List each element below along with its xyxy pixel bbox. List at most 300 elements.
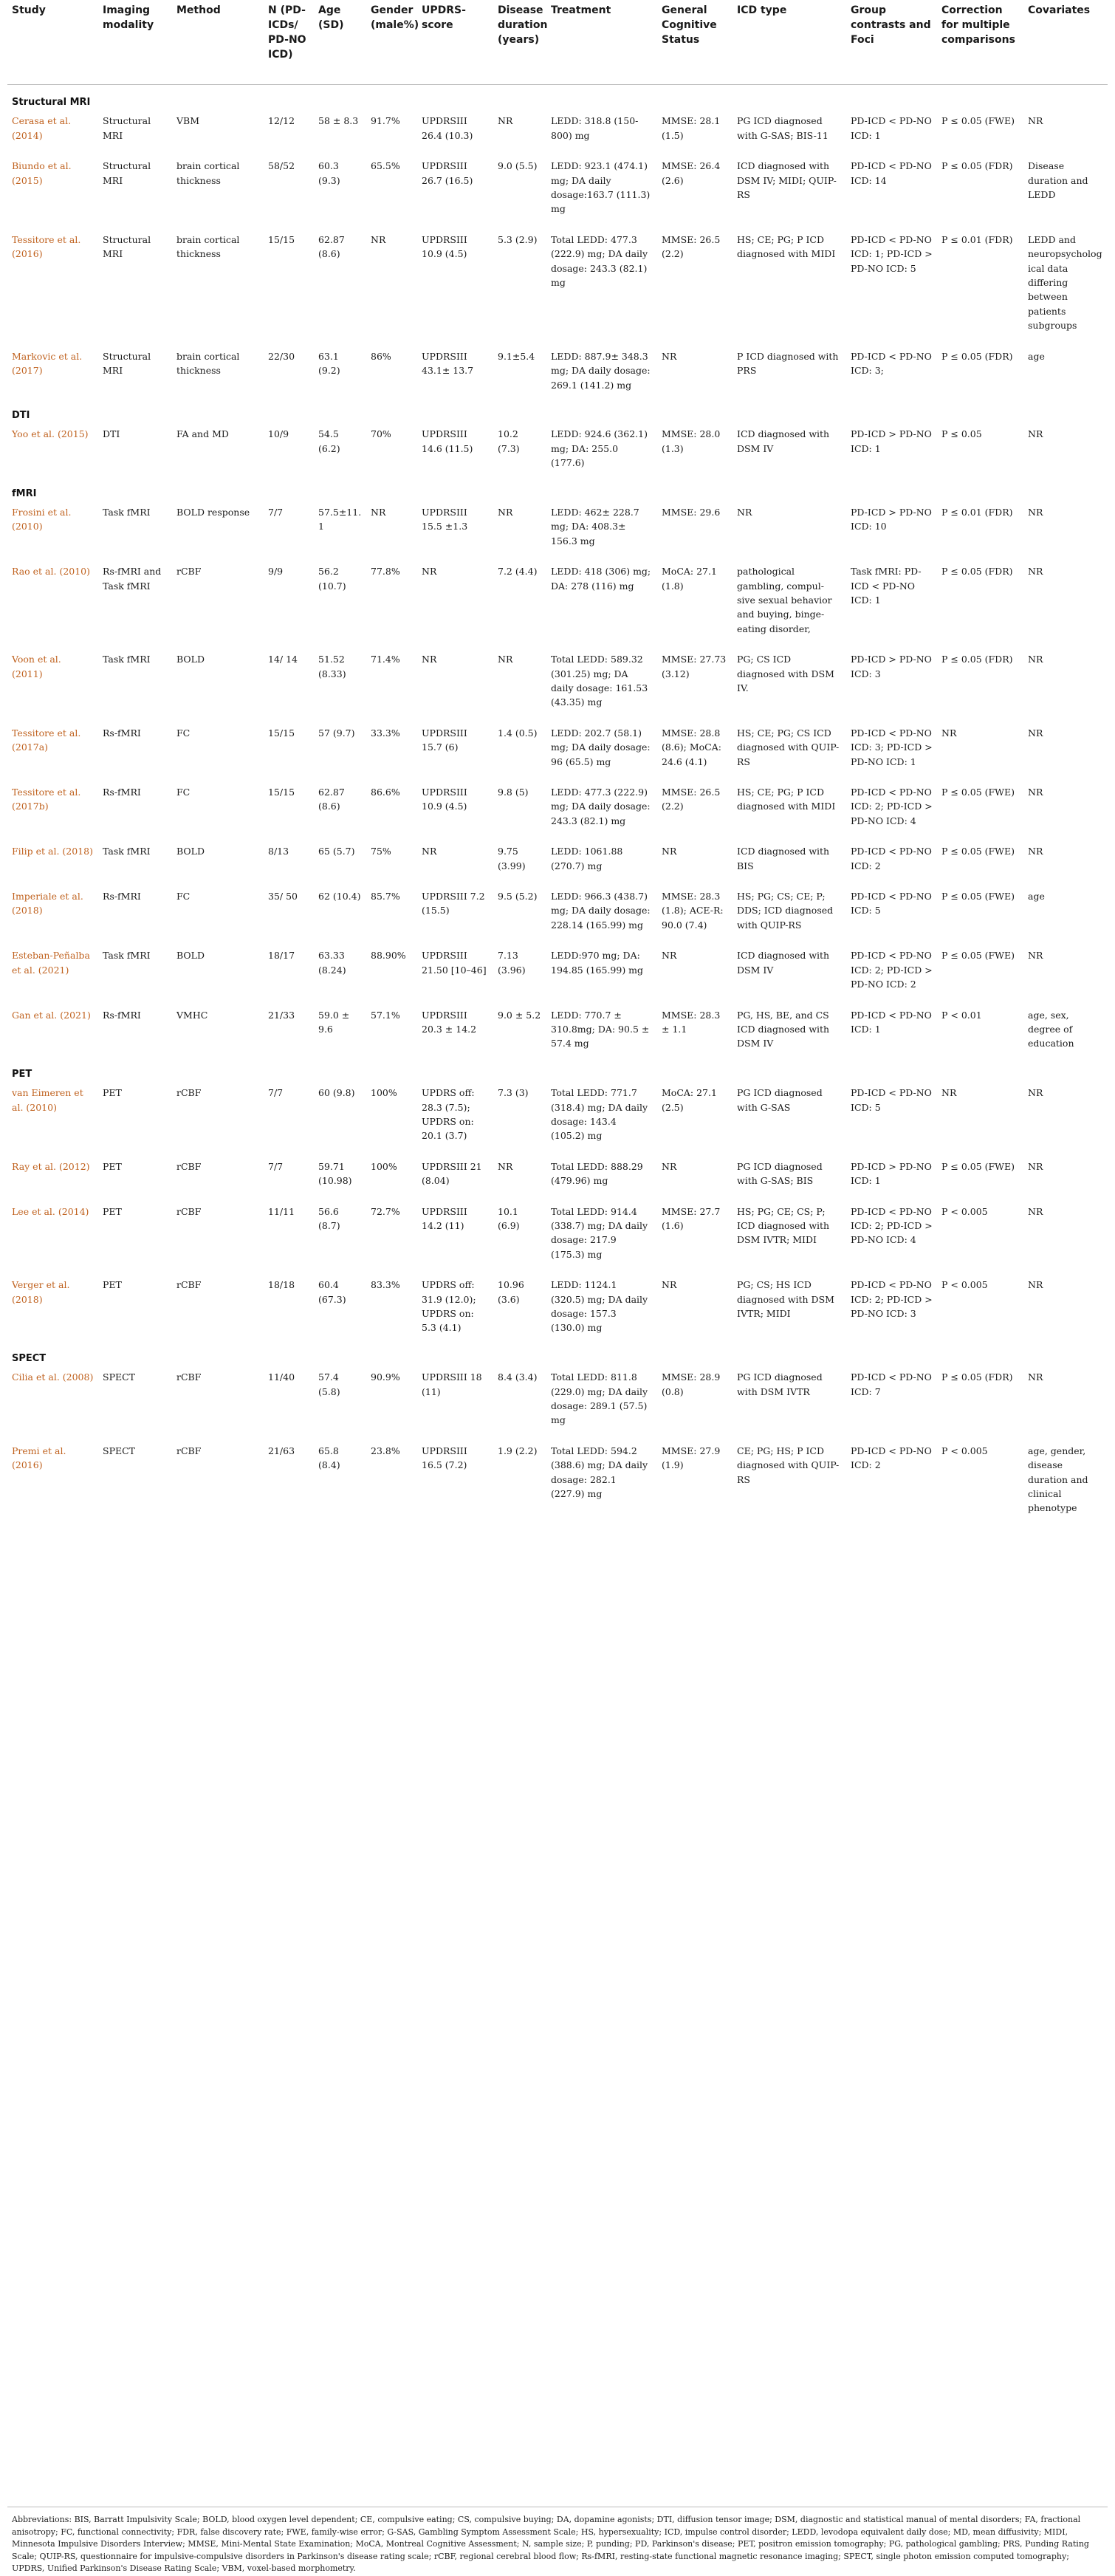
- table-cell: PD-ICD < PD-NO ICD: 2; PD-ICD > PD-NO ICD: 2: [851, 950, 933, 990]
- table-cell: NR: [941, 1087, 957, 1099]
- study-citation-link[interactable]: Voon et al. (2011): [12, 654, 61, 679]
- table-row: [7, 723, 1108, 782]
- section-title: PET: [12, 1068, 32, 1080]
- table-cell: NR: [737, 506, 752, 518]
- table-cell: NR: [1028, 1205, 1043, 1217]
- column-header: Method: [172, 3, 264, 85]
- column-header: Age (SD): [314, 3, 366, 85]
- table-cell: PG, HS, BE, and CS ICD diagnosed with DSM IV: [737, 1009, 830, 1049]
- table-cell: BOLD response: [176, 506, 250, 518]
- table-header-row: [7, 3, 1108, 85]
- table-cell: PET: [103, 1160, 122, 1172]
- table-cell: 57.4 (5.8): [318, 1371, 340, 1397]
- table-cell: NR: [662, 950, 677, 962]
- table-cell: 15/15: [268, 727, 295, 739]
- table-cell: UPDRSIII 26.7 (16.5): [422, 160, 473, 186]
- table-cell: P < 0.01: [941, 1009, 982, 1021]
- table-cell: LEDD: 477.3 (222.9) mg; DA daily dosage: 243.3 (82.1) mg: [551, 787, 651, 826]
- column-header: N (PD-ICDs/ PD-NO ICD): [264, 3, 314, 85]
- table-cell: NR: [1028, 506, 1043, 518]
- table-cell: UPDRSIII 21 (8.04): [422, 1160, 482, 1187]
- table-cell: P ≤ 0.05 (FDR): [941, 566, 1013, 578]
- table-cell: P < 0.005: [941, 1205, 988, 1217]
- table-cell: 57 (9.7): [318, 727, 355, 739]
- study-citation-link[interactable]: Esteban-Peñalba et al. (2021): [12, 950, 90, 976]
- table-cell: 57.5±11.1: [318, 506, 362, 532]
- table-cell: PG; CS; HS ICD diagnosed with DSM IVTR; MIDI: [737, 1279, 834, 1319]
- table-row: [7, 782, 1108, 841]
- table-cell: PD-ICD < PD-NO ICD: 3;: [851, 350, 932, 377]
- table-cell: Structural MRI: [103, 115, 151, 141]
- table-cell: Task fMRI: [103, 654, 151, 665]
- table-cell: P ≤ 0.05 (FWE): [941, 787, 1015, 798]
- column-header: General Cognitive Status: [657, 3, 733, 85]
- table-cell: Total LEDD: 771.7 (318.4) mg; DA daily dosage: 143.4 (105.2) mg: [551, 1087, 648, 1142]
- study-citation-link[interactable]: Tessitore et al. (2017a): [12, 727, 81, 753]
- table-cell: P ICD diagnosed with PRS: [737, 350, 839, 377]
- table-cell: ICD diagnosed with BIS: [737, 846, 830, 871]
- table-cell: UPDRS off: 31.9 (12.0); UPDRS on: 5.3 (4.1): [422, 1279, 476, 1334]
- table-cell: Total LEDD: 914.4 (338.7) mg; DA daily dosage: 217.9 (175.3) mg: [551, 1205, 648, 1260]
- table-row: [7, 1275, 1108, 1349]
- table-cell: LEDD and neuropsychological data differing between patients subgroups: [1028, 233, 1102, 332]
- table-cell: 86%: [371, 350, 391, 362]
- table-cell: MMSE: 29.6: [662, 506, 721, 518]
- table-cell: PD-ICD < PD-NO ICD: 1: [851, 115, 932, 141]
- table-cell: 56.6 (8.7): [318, 1205, 340, 1231]
- table-cell: MMSE: 28.9 (0.8): [662, 1371, 721, 1397]
- table-cell: NR: [1028, 1279, 1043, 1291]
- table-cell: NR: [371, 233, 386, 245]
- table-cell: 11/11: [268, 1205, 295, 1217]
- table-cell: brain cortical thickness: [176, 160, 240, 186]
- table-cell: Structural MRI: [103, 160, 151, 186]
- study-citation-link[interactable]: Cilia et al. (2008): [12, 1371, 94, 1383]
- table-cell: PD-ICD < PD-NO ICD: 2; PD-ICD > PD-NO ICD: 3: [851, 1279, 933, 1319]
- table-cell: P < 0.005: [941, 1279, 988, 1291]
- table-cell: PG; CS ICD diagnosed with DSM IV.: [737, 654, 834, 693]
- column-header: Disease duration (years): [493, 3, 546, 85]
- table-cell: FA and MD: [176, 428, 229, 440]
- table-cell: 7.3 (3): [498, 1087, 529, 1099]
- table-cell: 65.8 (8.4): [318, 1445, 340, 1471]
- table-cell: UPDRSIII 10.9 (4.5): [422, 233, 467, 260]
- table-cell: Rs-fMRI: [103, 787, 141, 798]
- table-cell: PG ICD diagnosed with DSM IVTR: [737, 1371, 823, 1397]
- table-cell: Structural MRI: [103, 350, 151, 377]
- table-cell: P ≤ 0.05 (FWE): [941, 950, 1015, 962]
- table-row: [7, 841, 1108, 886]
- table-row: [7, 1005, 1108, 1064]
- table-cell: LEDD: 887.9± 348.3 mg; DA daily dosage: 269.1 (141.2) mg: [551, 350, 651, 391]
- table-cell: 56.2 (10.7): [318, 566, 346, 592]
- table-cell: Disease duration and LEDD: [1028, 160, 1088, 201]
- table-cell: 65.5%: [371, 160, 400, 172]
- column-header: Covariates: [1023, 3, 1108, 85]
- section-header-row: [7, 1064, 1108, 1083]
- table-cell: LEDD: 462± 228.7 mg; DA: 408.3± 156.3 mg: [551, 506, 639, 547]
- table-row: [7, 502, 1108, 561]
- table-cell: 15/15: [268, 233, 295, 245]
- table-cell: 9.1±5.4: [498, 350, 535, 362]
- table-cell: rCBF: [176, 1279, 202, 1291]
- table-cell: 18/18: [268, 1279, 295, 1291]
- table-cell: MMSE: 26.5 (2.2): [662, 787, 721, 812]
- table-cell: 7/7: [268, 506, 284, 518]
- table-cell: 12/12: [268, 115, 295, 127]
- table-cell: LEDD: 418 (306) mg; DA: 278 (116) mg: [551, 566, 651, 592]
- table-cell: P ≤ 0.05 (FDR): [941, 1371, 1013, 1383]
- study-citation-link[interactable]: van Eimeren et al. (2010): [12, 1087, 83, 1113]
- table-cell: rCBF: [176, 1445, 202, 1456]
- table-cell: 9.75 (3.99): [498, 846, 526, 871]
- table-cell: PD-ICD < PD-NO ICD: 2; PD-ICD > PD-NO ICD: 4: [851, 787, 933, 826]
- table-cell: MMSE: 27.7 (1.6): [662, 1205, 721, 1231]
- table-cell: P ≤ 0.01 (FDR): [941, 233, 1013, 245]
- table-cell: age: [1028, 350, 1045, 362]
- table-cell: HS; PG; CE; CS; P; ICD diagnosed with DSM IVTR; MIDI: [737, 1205, 830, 1246]
- table-cell: NR: [662, 350, 677, 362]
- table-cell: 5.3 (2.9): [498, 233, 538, 245]
- table-cell: MMSE: 28.8 (8.6); MoCA: 24.6 (4.1): [662, 727, 721, 767]
- table-cell: brain cortical thickness: [176, 233, 240, 260]
- column-header: Group contrasts and Foci: [846, 3, 937, 85]
- table-row: [7, 424, 1108, 483]
- table-body: [7, 85, 1108, 1529]
- table-cell: Total LEDD: 811.8 (229.0) mg; DA daily dosage: 289.1 (57.5) mg: [551, 1371, 648, 1426]
- table-cell: FC: [176, 727, 191, 739]
- table-cell: 60.3 (9.3): [318, 160, 340, 186]
- studies-table: [7, 3, 1108, 1529]
- table-cell: P ≤ 0.05 (FDR): [941, 160, 1013, 172]
- table-cell: PD-ICD > PD-NO ICD: 10: [851, 506, 932, 532]
- table-cell: NR: [422, 846, 437, 857]
- study-citation-link[interactable]: Rao et al. (2010): [12, 566, 91, 578]
- table-row: [7, 1367, 1108, 1441]
- table-row: [7, 156, 1108, 230]
- table-cell: UPDRSIII 43.1± 13.7: [422, 350, 474, 377]
- table-cell: UPDRSIII 16.5 (7.2): [422, 1445, 467, 1471]
- table-cell: 10.96 (3.6): [498, 1279, 524, 1305]
- table-cell: UPDRSIII 21.50 [10–46]: [422, 950, 487, 976]
- table-cell: HS; CE; PG; P ICD diagnosed with MIDI: [737, 233, 836, 260]
- study-citation-link[interactable]: Ray et al. (2012): [12, 1160, 90, 1172]
- table-cell: NR: [1028, 727, 1043, 739]
- study-citation-link[interactable]: Tessitore et al. (2017b): [12, 787, 81, 812]
- table-cell: PD-ICD < PD-NO ICD: 1; PD-ICD > PD-NO ICD: 5: [851, 233, 933, 274]
- table-cell: NR: [498, 506, 513, 518]
- table-cell: 9.0 (5.5): [498, 160, 538, 172]
- study-citation-link[interactable]: Gan et al. (2021): [12, 1009, 91, 1021]
- table-cell: age: [1028, 891, 1045, 902]
- study-citation-link[interactable]: Premi et al. (2016): [12, 1445, 66, 1471]
- table-cell: 59.0 ± 9.6: [318, 1009, 350, 1035]
- table-cell: NR: [498, 654, 513, 665]
- table-cell: UPDRSIII 15.5 ±1.3: [422, 506, 468, 532]
- table-cell: MMSE: 27.73 (3.12): [662, 654, 727, 679]
- table-cell: rCBF: [176, 1371, 202, 1383]
- table-cell: 83.3%: [371, 1279, 400, 1291]
- table-cell: NR: [1028, 846, 1043, 857]
- table-cell: 59.71 (10.98): [318, 1160, 352, 1187]
- table-cell: 77.8%: [371, 566, 400, 578]
- table-cell: NR: [1028, 115, 1043, 127]
- section-title: fMRI: [12, 487, 37, 499]
- table-cell: NR: [1028, 654, 1043, 665]
- table-cell: HS; CE; PG; P ICD diagnosed with MIDI: [737, 787, 836, 812]
- table-cell: Total LEDD: 589.32 (301.25) mg; DA daily dosage: 161.53 (43.35) mg: [551, 654, 648, 708]
- table-cell: P ≤ 0.01 (FDR): [941, 506, 1013, 518]
- table-cell: 75%: [371, 846, 391, 857]
- table-cell: P ≤ 0.05: [941, 428, 982, 440]
- table-cell: 7/7: [268, 1160, 284, 1172]
- section-title: Structural MRI: [12, 97, 91, 108]
- table-cell: 62.87 (8.6): [318, 233, 345, 260]
- table-cell: NR: [1028, 428, 1043, 440]
- table-cell: NR: [371, 506, 386, 518]
- table-cell: PD-ICD < PD-NO ICD: 2: [851, 846, 932, 871]
- table-cell: PET: [103, 1279, 122, 1291]
- table-cell: UPDRSIII 18 (11): [422, 1371, 482, 1397]
- table-cell: 10.1 (6.9): [498, 1205, 520, 1231]
- table-cell: NR: [941, 727, 957, 739]
- table-cell: LEDD: 923.1 (474.1) mg; DA daily dosage:163.7 (111.3) mg: [551, 160, 651, 215]
- table-cell: 21/33: [268, 1009, 295, 1021]
- table-row: [7, 346, 1108, 405]
- table-cell: 8.4 (3.4): [498, 1371, 538, 1383]
- table-cell: NR: [1028, 1160, 1043, 1172]
- table-cell: 86.6%: [371, 787, 400, 798]
- table-cell: P ≤ 0.05 (FWE): [941, 846, 1015, 857]
- table-cell: Rs-fMRI: [103, 1009, 141, 1021]
- table-cell: DTI: [103, 428, 120, 440]
- column-header: Study: [7, 3, 98, 85]
- column-header: Gender (male%): [366, 3, 417, 85]
- table-cell: 9.8 (5): [498, 787, 529, 798]
- table-cell: 100%: [371, 1160, 397, 1172]
- section-header-row: [7, 484, 1108, 502]
- table-cell: P < 0.005: [941, 1445, 988, 1456]
- table-cell: MoCA: 27.1 (1.8): [662, 566, 717, 592]
- table-cell: PG ICD diagnosed with G-SAS; BIS-11: [737, 115, 828, 141]
- table-cell: UPDRSIII 7.2 (15.5): [422, 891, 485, 917]
- table-cell: CE; PG; HS; P ICD diagnosed with QUIP-RS: [737, 1445, 840, 1485]
- table-cell: UPDRSIII 14.6 (11.5): [422, 428, 473, 454]
- table-cell: Total LEDD: 477.3 (222.9) mg; DA daily dosage: 243.3 (82.1) mg: [551, 233, 648, 289]
- table-cell: NR: [662, 846, 677, 857]
- table-cell: PET: [103, 1205, 122, 1217]
- table-row: [7, 1202, 1108, 1275]
- section-title: DTI: [12, 409, 30, 421]
- abbreviations-footnote: Abbreviations: BIS, Barratt Impulsivity Scale; BOLD, blood oxygen level dependent; CE, compulsive eating; CS, compulsive buying; DA, dopamine agonists; DTI, diffusion tensor image; DSM, diagnostic and statistical manual of mental disorders; FA, fractional anisotropy; FC, functional connectivity; FDR, false discovery rate; FWE, family-wise error; G-SAS, Gambling Symptom Assessment Scale; HS, hypersexuality; ICD, impulse control disorder; LEDD, levodopa equivalent daily dose; MD, mean diffusivity; MIDI, Minnesota Impulsive Disorders Interview; MMSE, Mini-Mental State Examination; MoCA, Montreal Cognitive Assessment; N, sample size; P, punding; PD, Parkinson's disease; PET, positron emission tomography; PG, pathological gambling; PRS, Punding Rating Scale; QUIP-RS, questionnaire for impulsive-compulsive disorders in Parkinson's disease rating scale; rCBF, regional cerebral blood flow; Rs-fMRI, resting-state functional magnetic resonance imaging; SPECT, single photon emission computed tomography; UPDRS, Unified Parkinson's Disease Rating Scale; VBM, voxel-based morphometry.: [7, 2507, 1108, 2575]
- table-cell: PD-ICD < PD-NO ICD: 7: [851, 1371, 932, 1397]
- table-cell: brain cortical thickness: [176, 350, 240, 377]
- table-cell: 35/ 50: [268, 891, 298, 902]
- study-citation-link[interactable]: Biundo et al. (2015): [12, 160, 72, 186]
- table-row: [7, 1441, 1108, 1529]
- table-cell: 10/9: [268, 428, 289, 440]
- table-cell: 70%: [371, 428, 391, 440]
- table-cell: 10.2 (7.3): [498, 428, 520, 454]
- table-cell: PG ICD diagnosed with G-SAS; BIS: [737, 1160, 823, 1187]
- table-cell: 8/13: [268, 846, 289, 857]
- table-cell: NR: [662, 1160, 677, 1172]
- table-cell: 88.90%: [371, 950, 406, 962]
- study-citation-link[interactable]: Frosini et al. (2010): [12, 506, 72, 532]
- column-header: Correction for multiple comparisons: [937, 3, 1023, 85]
- study-citation-link[interactable]: Tessitore et al. (2016): [12, 233, 81, 260]
- table-cell: PD-ICD < PD-NO ICD: 5: [851, 891, 932, 917]
- table-cell: BOLD: [176, 950, 205, 962]
- table-cell: MMSE: 27.9 (1.9): [662, 1445, 721, 1471]
- table-cell: Task fMRI: PD-ICD < PD-NO ICD: 1: [851, 566, 922, 606]
- table-cell: 9.5 (5.2): [498, 891, 538, 902]
- table-cell: NR: [1028, 1087, 1043, 1099]
- study-citation-link[interactable]: Markovic et al. (2017): [12, 350, 83, 377]
- table-row: [7, 886, 1108, 945]
- table-cell: VBM: [176, 115, 200, 127]
- table-cell: age, sex, degree of education: [1028, 1009, 1074, 1049]
- table-row: [7, 1157, 1108, 1202]
- table-cell: LEDD: 318.8 (150-800) mg: [551, 115, 639, 141]
- table-cell: ICD diagnosed with DSM IV; MIDI; QUIP-RS: [737, 160, 837, 201]
- table-cell: PD-ICD > PD-NO ICD: 1: [851, 428, 932, 454]
- table-cell: PD-ICD > PD-NO ICD: 1: [851, 1160, 932, 1187]
- table-cell: rCBF: [176, 1205, 202, 1217]
- table-cell: LEDD: 202.7 (58.1) mg; DA daily dosage: 96 (65.5) mg: [551, 727, 651, 767]
- table-cell: PD-ICD < PD-NO ICD: 14: [851, 160, 932, 186]
- table-cell: LEDD: 1061.88 (270.7) mg: [551, 846, 623, 871]
- study-citation-link[interactable]: Yoo et al. (2015): [12, 428, 89, 440]
- table-cell: MMSE: 28.0 (1.3): [662, 428, 721, 454]
- table-cell: P ≤ 0.05 (FWE): [941, 1160, 1015, 1172]
- table-row: [7, 561, 1108, 649]
- table-cell: NR: [1028, 787, 1043, 798]
- table-cell: MMSE: 28.3 (1.8); ACE-R: 90.0 (7.4): [662, 891, 724, 931]
- table-cell: 60 (9.8): [318, 1087, 355, 1099]
- table-cell: 60.4 (67.3): [318, 1279, 346, 1305]
- table-cell: ICD diagnosed with DSM IV: [737, 428, 830, 454]
- table-cell: 51.52 (8.33): [318, 654, 346, 679]
- table-cell: 9.0 ± 5.2: [498, 1009, 541, 1021]
- table-cell: 7/7: [268, 1087, 284, 1099]
- column-header: Imaging modality: [98, 3, 172, 85]
- table-cell: NR: [422, 654, 437, 665]
- table-cell: NR: [1028, 566, 1043, 578]
- table-cell: 65 (5.7): [318, 846, 355, 857]
- table-row: [7, 230, 1108, 346]
- table-cell: PD-ICD > PD-NO ICD: 3: [851, 654, 932, 679]
- column-header: Treatment: [546, 3, 657, 85]
- table-cell: PD-ICD < PD-NO ICD: 5: [851, 1087, 932, 1113]
- table-cell: 7.13 (3.96): [498, 950, 526, 976]
- table-cell: Task fMRI: [103, 846, 151, 857]
- table-cell: PD-ICD < PD-NO ICD: 2: [851, 1445, 932, 1471]
- table-cell: MMSE: 26.4 (2.6): [662, 160, 721, 186]
- study-citation-link[interactable]: Verger et al. (2018): [12, 1279, 70, 1305]
- table-cell: 33.3%: [371, 727, 400, 739]
- table-cell: P ≤ 0.05 (FDR): [941, 350, 1013, 362]
- table-row: [7, 649, 1108, 723]
- table-cell: PG ICD diagnosed with G-SAS: [737, 1087, 823, 1113]
- table-cell: MMSE: 26.5 (2.2): [662, 233, 721, 260]
- table-cell: SPECT: [103, 1445, 136, 1456]
- table-cell: 14/ 14: [268, 654, 298, 665]
- table-cell: 9/9: [268, 566, 284, 578]
- table-cell: PD-ICD < PD-NO ICD: 2; PD-ICD > PD-NO ICD: 4: [851, 1205, 933, 1246]
- table-cell: Task fMRI: [103, 950, 151, 962]
- table-cell: 90.9%: [371, 1371, 400, 1383]
- table-cell: HS; CE; PG; CS ICD diagnosed with QUIP-RS: [737, 727, 840, 767]
- table-cell: 62 (10.4): [318, 891, 361, 902]
- table-cell: UPDRSIII 10.9 (4.5): [422, 787, 467, 812]
- table-row: [7, 1083, 1108, 1157]
- table-cell: 15/15: [268, 787, 295, 798]
- table-cell: Task fMRI: [103, 506, 151, 518]
- table-cell: HS; PG; CS; CE; P; DDS; ICD diagnosed with QUIP-RS: [737, 891, 834, 931]
- table-cell: SPECT: [103, 1371, 136, 1383]
- table-cell: 85.7%: [371, 891, 400, 902]
- table-cell: 1.9 (2.2): [498, 1445, 538, 1456]
- table-cell: P ≤ 0.05 (FWE): [941, 115, 1015, 127]
- table-cell: rCBF: [176, 566, 202, 578]
- table-cell: 21/63: [268, 1445, 295, 1456]
- table-cell: rCBF: [176, 1087, 202, 1099]
- table-cell: UPDRSIII 14.2 (11): [422, 1205, 467, 1231]
- table-cell: UPDRSIII 20.3 ± 14.2: [422, 1009, 477, 1035]
- table-cell: Rs-fMRI: [103, 891, 141, 902]
- column-header: UPDRS-score: [417, 3, 493, 85]
- table-cell: LEDD: 770.7 ± 310.8mg; DA: 90.5 ± 57.4 mg: [551, 1009, 650, 1049]
- table-cell: UPDRSIII 15.7 (6): [422, 727, 467, 753]
- table-cell: rCBF: [176, 1160, 202, 1172]
- table-cell: pathological gambling, compul-sive sexual behavior and buying, binge-eating disorder,: [737, 566, 832, 634]
- table-cell: ICD diagnosed with DSM IV: [737, 950, 830, 976]
- table-cell: 18/17: [268, 950, 295, 962]
- table-cell: 22/30: [268, 350, 295, 362]
- table-cell: 11/40: [268, 1371, 295, 1383]
- table-cell: 71.4%: [371, 654, 400, 665]
- table-cell: 63.33 (8.24): [318, 950, 346, 976]
- table-row: [7, 111, 1108, 156]
- table-cell: Rs-fMRI and Task fMRI: [103, 566, 162, 592]
- study-citation-link[interactable]: Cerasa et al. (2014): [12, 115, 72, 141]
- table-cell: PET: [103, 1087, 122, 1099]
- column-header: ICD type: [733, 3, 846, 85]
- table-cell: PD-ICD < PD-NO ICD: 3; PD-ICD > PD-NO ICD: 1: [851, 727, 933, 767]
- table-cell: PD-ICD < PD-NO ICD: 1: [851, 1009, 932, 1035]
- section-header-row: [7, 405, 1108, 424]
- study-citation-link[interactable]: Lee et al. (2014): [12, 1205, 89, 1217]
- section-header-row: [7, 1349, 1108, 1367]
- table-cell: NR: [498, 115, 513, 127]
- table-cell: NR: [1028, 1371, 1043, 1383]
- table-cell: LEDD: 966.3 (438.7) mg; DA daily dosage: 228.14 (165.99) mg: [551, 891, 651, 931]
- table-cell: Rs-fMRI: [103, 727, 141, 739]
- table-cell: NR: [1028, 950, 1043, 962]
- table-cell: UPDRS off: 28.3 (7.5); UPDRS on: 20.1 (3.7): [422, 1087, 475, 1142]
- table-cell: NR: [662, 1279, 677, 1291]
- table-cell: 100%: [371, 1087, 397, 1099]
- section-title: SPECT: [12, 1352, 47, 1364]
- table-cell: P ≤ 0.05 (FWE): [941, 891, 1015, 902]
- table-cell: Total LEDD: 888.29 (479.96) mg: [551, 1160, 643, 1187]
- table-cell: MoCA: 27.1 (2.5): [662, 1087, 717, 1113]
- study-citation-link[interactable]: Filip et al. (2018): [12, 846, 93, 857]
- table-cell: 54.5 (6.2): [318, 428, 340, 454]
- table-cell: 58 ± 8.3: [318, 115, 359, 127]
- study-citation-link[interactable]: Imperiale et al. (2018): [12, 891, 83, 917]
